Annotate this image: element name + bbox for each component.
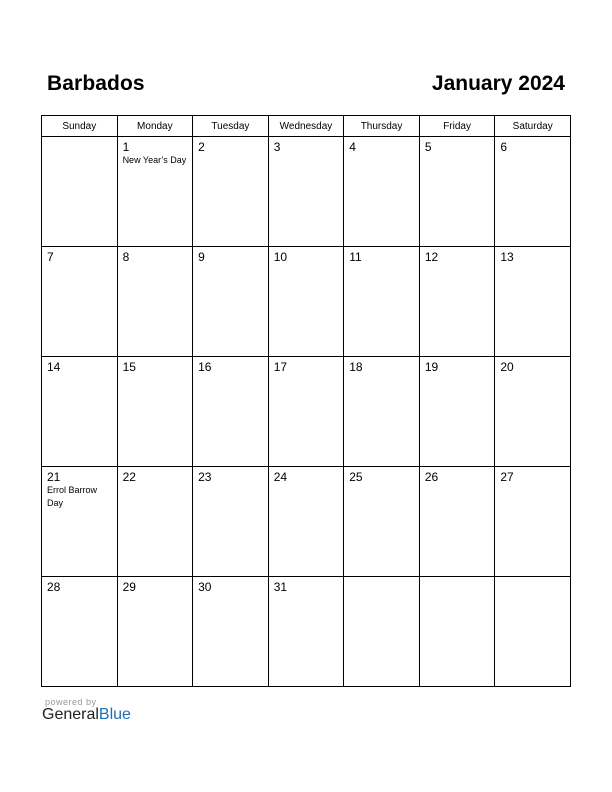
- generalblue-logo[interactable]: [42, 706, 131, 724]
- day-cell: [495, 137, 571, 247]
- day-number: 25: [349, 470, 363, 484]
- day-number: 24: [273, 470, 288, 484]
- weekday-header-thursday: Thursday: [344, 116, 420, 137]
- day-cell: [495, 357, 571, 467]
- day-number: 28: [47, 580, 61, 594]
- day-number: 5: [424, 140, 432, 154]
- day-number: 30: [198, 580, 212, 594]
- calendar-month-title: January 2024: [431, 72, 565, 95]
- day-cell: [268, 247, 344, 357]
- day-cell: [344, 247, 420, 357]
- day-cell: [495, 247, 571, 357]
- day-number: 3: [273, 140, 281, 154]
- week-row: [42, 467, 571, 577]
- day-number: 4: [349, 140, 356, 154]
- day-cell: [419, 357, 495, 467]
- day-number: [420, 577, 495, 580]
- week-row: [42, 357, 571, 467]
- day-cell: [117, 467, 193, 577]
- week-row: [42, 247, 571, 357]
- day-number: 8: [122, 250, 130, 264]
- day-number: 11: [349, 250, 362, 264]
- weekday-header-sunday: Sunday: [42, 116, 118, 137]
- day-cell: [419, 247, 495, 357]
- day-cell: [495, 577, 571, 687]
- day-number: 18: [349, 360, 363, 374]
- holiday-label: Errol Barrow Day: [47, 485, 98, 508]
- day-cell: [193, 137, 269, 247]
- day-cell: [344, 577, 420, 687]
- day-cell: [42, 137, 118, 247]
- day-cell: [344, 467, 420, 577]
- weekday-header-row: [42, 116, 571, 137]
- day-cell: [495, 467, 571, 577]
- day-number: 19: [424, 360, 439, 374]
- day-number: 7: [47, 250, 54, 264]
- weekday-header-friday: Friday: [419, 116, 495, 137]
- weekday-header-tuesday: Tuesday: [193, 116, 269, 137]
- day-number: 14: [47, 360, 61, 374]
- day-cell: [268, 577, 344, 687]
- day-cell: [419, 137, 495, 247]
- day-cell: [42, 247, 118, 357]
- day-cell: [193, 467, 269, 577]
- day-number: 29: [122, 580, 136, 594]
- day-cell: [117, 247, 193, 357]
- logo-blue-text: Blue: [98, 706, 131, 723]
- week-row: [42, 137, 571, 247]
- day-number: 9: [198, 250, 205, 264]
- day-number: 16: [198, 360, 212, 374]
- footer-branding: [42, 697, 131, 724]
- day-number: 27: [500, 470, 514, 484]
- day-number: 31: [273, 580, 288, 594]
- day-cell: [268, 137, 344, 247]
- calendar-grid: [41, 115, 571, 687]
- day-cell: [117, 137, 193, 247]
- calendar-country-title: Barbados: [47, 72, 145, 95]
- day-cell: [193, 247, 269, 357]
- holiday-label: New Year’s Day: [122, 155, 187, 165]
- day-number: 17: [273, 360, 288, 374]
- day-number: 23: [198, 470, 212, 484]
- day-cell: [193, 577, 269, 687]
- day-number: [42, 137, 117, 140]
- day-cell: [419, 467, 495, 577]
- day-cell: [42, 577, 118, 687]
- powered-by-text: powered by: [45, 697, 97, 707]
- day-number: 26: [424, 470, 439, 484]
- day-cell: [42, 467, 118, 577]
- day-number: 12: [424, 250, 439, 264]
- day-number: 20: [500, 360, 514, 374]
- weekday-header-saturday: Saturday: [495, 116, 571, 137]
- day-number: [344, 577, 419, 580]
- day-number: 6: [500, 140, 508, 154]
- week-row: [42, 577, 571, 687]
- day-cell: [117, 357, 193, 467]
- day-cell: [268, 357, 344, 467]
- day-cell: [344, 357, 420, 467]
- logo-general-text: General: [42, 706, 99, 723]
- day-number: 15: [122, 360, 136, 374]
- day-cell: [42, 357, 118, 467]
- day-number: 10: [273, 250, 288, 264]
- day-cell: [117, 577, 193, 687]
- day-number: 2: [198, 140, 205, 154]
- day-number: 13: [500, 250, 514, 264]
- day-number: 1: [122, 140, 130, 154]
- day-cell: [419, 577, 495, 687]
- weekday-header-monday: Monday: [117, 116, 193, 137]
- day-number: [495, 577, 570, 580]
- weekday-header-wednesday: Wednesday: [268, 116, 344, 137]
- day-cell: [193, 357, 269, 467]
- day-number: 22: [122, 470, 136, 484]
- day-number: 21: [47, 470, 61, 484]
- day-cell: [268, 467, 344, 577]
- day-cell: [344, 137, 420, 247]
